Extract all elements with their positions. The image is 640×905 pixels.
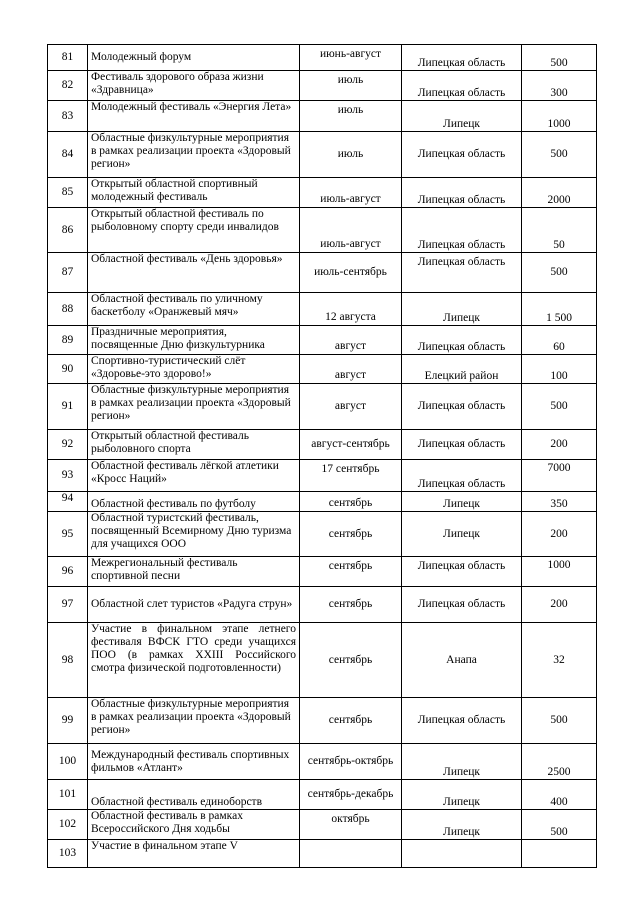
table-row (48, 253, 597, 293)
event-date: сентябрь (300, 492, 402, 512)
table-row (48, 460, 597, 492)
event-place: Елецкий район (402, 355, 522, 384)
event-place: Липецкая область (402, 208, 522, 253)
table-row (48, 557, 597, 587)
row-number: 99 (48, 698, 88, 744)
row-number: 102 (48, 810, 88, 840)
row-number: 90 (48, 355, 88, 384)
event-name: Молодежный фестиваль «Энергия Лета» (88, 101, 300, 132)
event-name: Открытый областной спортивный молодежный фестиваль (88, 178, 300, 208)
row-number: 89 (48, 326, 88, 355)
event-date: июнь-август (300, 45, 402, 71)
event-date: июль (300, 71, 402, 101)
row-number: 94 (48, 492, 88, 512)
participant-count: 50 (522, 208, 597, 253)
table-row (48, 101, 597, 132)
row-number: 84 (48, 132, 88, 178)
event-name: Открытый областной фестиваль рыболовного спорта (88, 430, 300, 460)
event-date: сентябрь-октябрь (300, 744, 402, 780)
table-row (48, 71, 597, 101)
event-name: Областной фестиваль в рамках Всероссийского Дня ходьбы (88, 810, 300, 840)
event-name: Областные физкультурные мероприятия в рамках реализации проекта «Здоровый регион» (88, 698, 300, 744)
row-number: 103 (48, 840, 88, 868)
event-name: Областной фестиваль единоборств (88, 780, 300, 810)
participant-count: 1000 (522, 101, 597, 132)
event-name: Областной фестиваль по уличному баскетболу «Оранжевый мяч» (88, 293, 300, 326)
participant-count (522, 840, 597, 868)
event-date: сентябрь (300, 512, 402, 557)
event-date: сентябрь-декабрь (300, 780, 402, 810)
event-date: июль-сентябрь (300, 253, 402, 293)
event-date: июль (300, 101, 402, 132)
participant-count: 200 (522, 512, 597, 557)
event-date (300, 840, 402, 868)
event-place: Липецк (402, 744, 522, 780)
event-place: Липецкая область (402, 460, 522, 492)
event-place: Липецкая область (402, 132, 522, 178)
event-date: 17 сентябрь (300, 460, 402, 492)
event-name: Международный фестиваль спортивных фильмов «Атлант» (88, 744, 300, 780)
event-place: Липецкая область (402, 326, 522, 355)
participant-count: 2500 (522, 744, 597, 780)
table-row (48, 45, 597, 71)
event-place (402, 840, 522, 868)
row-number: 97 (48, 587, 88, 623)
participant-count: 1000 (522, 557, 597, 587)
event-name: Областной туристский фестиваль, посвященный Всемирному Дню туризма для учащихся ООО (88, 512, 300, 557)
row-number: 93 (48, 460, 88, 492)
row-number: 83 (48, 101, 88, 132)
row-number: 98 (48, 623, 88, 698)
event-name: Фестиваль здорового образа жизни «Здравница» (88, 71, 300, 101)
event-name: Областной фестиваль по футболу (88, 492, 300, 512)
event-date: сентябрь (300, 557, 402, 587)
event-name: Областной слет туристов «Радуга струн» (88, 587, 300, 623)
table-row (48, 492, 597, 512)
row-number: 88 (48, 293, 88, 326)
table-row (48, 132, 597, 178)
row-number: 81 (48, 45, 88, 71)
event-place: Липецк (402, 101, 522, 132)
row-number: 87 (48, 253, 88, 293)
table-row (48, 326, 597, 355)
event-place: Липецк (402, 492, 522, 512)
table-row (48, 355, 597, 384)
event-name: Открытый областной фестиваль по рыболовному спорту среди инвалидов (88, 208, 300, 253)
event-place: Липецкая область (402, 587, 522, 623)
event-name: Областной фестиваль лёгкой атлетики «Кросс Наций» (88, 460, 300, 492)
table-row (48, 512, 597, 557)
event-place: Липецк (402, 780, 522, 810)
row-number: 96 (48, 557, 88, 587)
event-date: сентябрь (300, 623, 402, 698)
event-place: Анапа (402, 623, 522, 698)
row-number: 95 (48, 512, 88, 557)
row-number: 82 (48, 71, 88, 101)
events-table (47, 44, 597, 868)
row-number: 85 (48, 178, 88, 208)
table-row (48, 780, 597, 810)
event-place: Липецкая область (402, 557, 522, 587)
event-place: Липецкая область (402, 384, 522, 430)
table-row (48, 208, 597, 253)
event-place: Липецкая область (402, 45, 522, 71)
event-date: август (300, 355, 402, 384)
participant-count: 32 (522, 623, 597, 698)
participant-count: 100 (522, 355, 597, 384)
table-row (48, 587, 597, 623)
event-date: август (300, 384, 402, 430)
event-place: Липецкая область (402, 430, 522, 460)
table-row (48, 178, 597, 208)
event-place: Липецк (402, 293, 522, 326)
event-date: июль (300, 132, 402, 178)
row-number: 101 (48, 780, 88, 810)
event-date: август-сентябрь (300, 430, 402, 460)
participant-count: 60 (522, 326, 597, 355)
participant-count: 500 (522, 132, 597, 178)
participant-count: 500 (522, 45, 597, 71)
row-number: 86 (48, 208, 88, 253)
event-date: сентябрь (300, 698, 402, 744)
event-place: Липецкая область (402, 253, 522, 293)
table-row (48, 840, 597, 868)
table-row (48, 384, 597, 430)
row-number: 100 (48, 744, 88, 780)
event-place: Липецкая область (402, 178, 522, 208)
event-date: июль-август (300, 208, 402, 253)
event-place: Липецк (402, 810, 522, 840)
participant-count: 500 (522, 698, 597, 744)
table-row (48, 293, 597, 326)
participant-count: 500 (522, 810, 597, 840)
event-date: 12 августа (300, 293, 402, 326)
event-place: Липецкая область (402, 698, 522, 744)
row-number: 92 (48, 430, 88, 460)
event-name: Областные физкультурные мероприятия в рамках реализации проекта «Здоровый регион» (88, 132, 300, 178)
event-name: Межрегиональный фестиваль спортивной песни (88, 557, 300, 587)
table-row (48, 430, 597, 460)
participant-count: 500 (522, 384, 597, 430)
event-name: Областные физкультурные мероприятия в рамках реализации проекта «Здоровый регион» (88, 384, 300, 430)
table-row (48, 623, 597, 698)
event-name: Участие в финальном этапе летнего фестиваля ВФСК ГТО среди учащихся ПОО (в рамках XXIII Российского смотра физической подготовленности) (88, 623, 300, 698)
event-date: октябрь (300, 810, 402, 840)
event-name: Областной фестиваль «День здоровья» (88, 253, 300, 293)
table-row (48, 810, 597, 840)
participant-count: 2000 (522, 178, 597, 208)
event-place: Липецкая область (402, 71, 522, 101)
participant-count: 400 (522, 780, 597, 810)
event-name: Молодежный форум (88, 45, 300, 71)
participant-count: 350 (522, 492, 597, 512)
event-date: август (300, 326, 402, 355)
participant-count: 300 (522, 71, 597, 101)
event-name: Спортивно-туристический слёт «Здоровье-это здорово!» (88, 355, 300, 384)
event-name: Участие в финальном этапе V (88, 840, 300, 868)
table-row (48, 698, 597, 744)
table-row (48, 744, 597, 780)
participant-count: 1 500 (522, 293, 597, 326)
participant-count: 200 (522, 587, 597, 623)
event-name: Праздничные мероприятия, посвященные Дню физкультурника (88, 326, 300, 355)
participant-count: 7000 (522, 460, 597, 492)
participant-count: 500 (522, 253, 597, 293)
row-number: 91 (48, 384, 88, 430)
event-place: Липецк (402, 512, 522, 557)
event-date: июль-август (300, 178, 402, 208)
event-date: сентябрь (300, 587, 402, 623)
participant-count: 200 (522, 430, 597, 460)
